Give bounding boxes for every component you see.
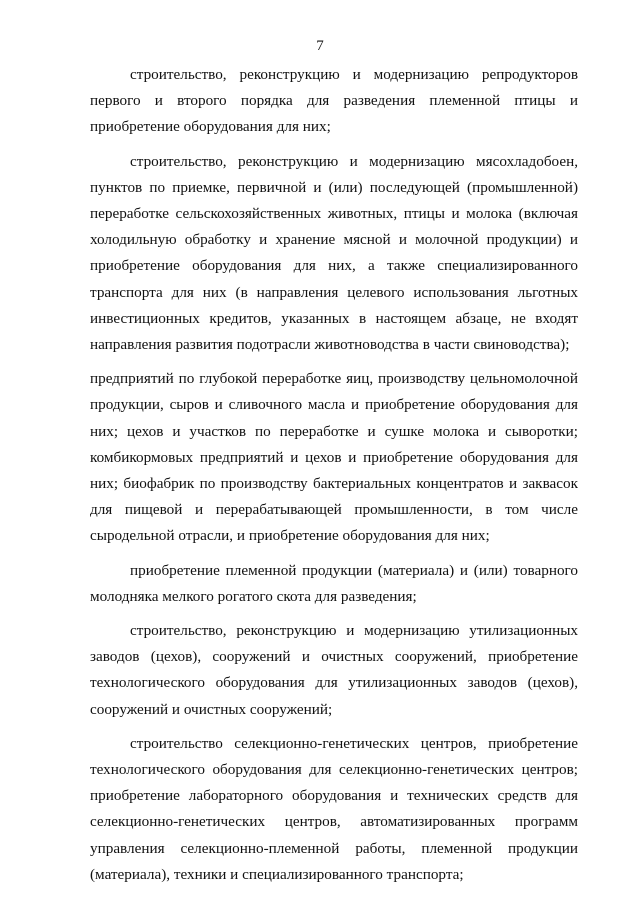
- paragraph-genetic-centers: строительство селекционно-генетических центров, приобретение технологического оборудования для селекционно-генетических центров; приобретение лабораторного оборудования и технических средств для селекционно-генетических центров, автоматизированных программ управления селекционно-племенной работы, племенной продукции (материала), техники и специализированного транспорта;: [90, 734, 578, 883]
- paragraph-breeding-reproducers: строительство, реконструкцию и модернизацию репродукторов первого и второго порядка для разведения племенной птицы и приобретение оборудования для них;: [90, 66, 578, 136]
- paragraph-processing-enterprises: предприятий по глубокой переработке яиц, производству цельномолочной продукции, сыров и сливочного масла и приобретение оборудования для них; цехов и участков по переработке и сушке молока и сыворотки; комбикормовых предприятий и цехов и приобретение оборудования для них; биофабрик по производству бактериальных концентратов и заквасок для пищевой и перерабатывающей промышленности, в том числе сыродельной отрасли, и приобретение оборудования для них;: [90, 370, 578, 545]
- document-body: [90, 62, 578, 896]
- page-number: 7: [316, 38, 324, 54]
- paragraph-utilization-plants: строительство, реконструкцию и модернизацию утилизационных заводов (цехов), сооружений и очистных сооружений, приобретение технологического оборудования для утилизационных заводов (цехов), сооружений и очистных сооружений;: [90, 622, 578, 718]
- paragraph-breeding-livestock: приобретение племенной продукции (материала) и (или) товарного молодняка мелкого рогатого скота для разведения;: [90, 561, 578, 605]
- paragraph-slaughterhouses: строительство, реконструкцию и модернизацию мясохладобоен, пунктов по приемке, первичной и (или) последующей (промышленной) переработке сельскохозяйственных животных, птицы и молока (включая холодильную обработку и хранение мясной и молочной продукции) и приобретение оборудования для них, а также специализированного транспорта для них (в направления целевого использования льготных инвестиционных кредитов, указанных в настоящем абзаце, не входят направления развития подотрасли животноводства в части свиноводства);: [90, 152, 578, 354]
